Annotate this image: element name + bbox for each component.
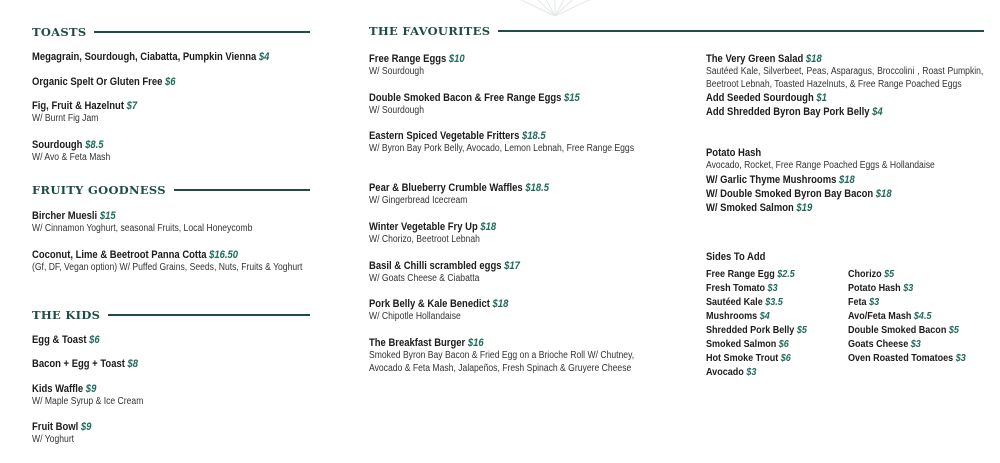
menu-item: The Breakfast Burger $16 Smoked Byron Bay Bacon & Fried Egg on a Brioche Roll W/ Chutney, Avocado & Feta Mash, Jalapeños, Fresh Spinach & Gruyere Cheese: [369, 337, 635, 374]
divider: [94, 31, 310, 33]
side-item: Potato Hash $3: [848, 282, 914, 294]
fruity-goodness-heading: FRUITY GOODNESS: [32, 183, 310, 197]
menu-item: Pork Belly & Kale Benedict $18 W/ Chipotle Hollandaise: [369, 298, 509, 322]
toasts-heading: TOASTS: [32, 25, 310, 39]
side-item: Hot Smoke Trout $6: [706, 352, 791, 364]
menu-item: Sourdough $8.5 W/ Avo & Feta Mash: [32, 139, 111, 163]
menu-item: Organic Spelt Or Gluten Free $6: [32, 76, 176, 88]
side-item: Sautéed Kale $3.5: [706, 296, 783, 308]
side-item: Fresh Tomato $3: [706, 282, 778, 294]
divider: [498, 30, 984, 32]
sides-heading: Sides To Add: [706, 251, 766, 263]
side-item: Avo/Feta Mash $4.5: [848, 310, 932, 322]
side-item: Free Range Egg $2.5: [706, 268, 795, 280]
menu-item: Bacon + Egg + Toast $8: [32, 358, 139, 370]
menu-item: Kids Waffle $9 W/ Maple Syrup & Ice Cream: [32, 383, 144, 407]
menu-item: Basil & Chilli scrambled eggs $17 W/ Goats Cheese & Ciabatta: [369, 260, 520, 284]
sunburst-decoration: [500, 0, 610, 16]
kids-heading: THE KIDS: [32, 308, 310, 322]
menu-item: Pear & Blueberry Crumble Waffles $18.5 W/ Gingerbread Icecream: [369, 182, 549, 206]
side-item: Avocado $3: [706, 366, 757, 378]
menu-item: Eastern Spiced Vegetable Fritters $18.5 W/ Byron Bay Pork Belly, Avocado, Lemon Lebnah, Free Range Eggs: [369, 130, 635, 154]
side-item: Shredded Pork Belly $5: [706, 324, 807, 336]
menu-item: Fig, Fruit & Hazelnut $7 W/ Burnt Fig Jam: [32, 100, 138, 124]
divider: [108, 314, 310, 316]
menu-item: Fruit Bowl $9 W/ Yoghurt: [32, 421, 92, 445]
menu-item: Double Smoked Bacon & Free Range Eggs $15 W/ Sourdough: [369, 92, 580, 116]
side-item: Mushrooms $4: [706, 310, 770, 322]
potato-hash-item: Potato Hash Avocado, Rocket, Free Range Poached Eggs & Hollandaise W/ Garlic Thyme Mushrooms $18 W/ Double Smoked Byron Bay Bacon $18 W/ Smoked Salmon $19: [706, 147, 935, 214]
side-item: Double Smoked Bacon $5: [848, 324, 959, 336]
menu-item: Megagrain, Sourdough, Ciabatta, Pumpkin Vienna $4: [32, 51, 270, 63]
side-item: Smoked Salmon $6: [706, 338, 789, 350]
menu-item: Egg & Toast $6: [32, 334, 100, 346]
menu-item: Coconut, Lime & Beetroot Panna Cotta $16.50 (Gf, DF, Vegan option) W/ Puffed Grains, Seeds, Nuts, Fruits & Yoghurt: [32, 249, 303, 273]
divider: [174, 189, 310, 191]
favourites-heading: THE FAVOURITES: [369, 24, 984, 38]
side-item: Chorizo $5: [848, 268, 895, 280]
side-item: Oven Roasted Tomatoes $3: [848, 352, 966, 364]
menu-item: Free Range Eggs $10 W/ Sourdough: [369, 53, 465, 77]
side-item: Feta $3: [848, 296, 880, 308]
side-item: Goats Cheese $3: [848, 338, 921, 350]
menu-item: Winter Vegetable Fry Up $18 W/ Chorizo, Beetroot Lebnah: [369, 221, 497, 245]
green-salad-item: The Very Green Salad $18 Sautéed Kale, Silverbeet, Peas, Asparagus, Broccolini , Roast Pumpkin, Beetroot Lebnah, Toasted Hazelnuts, & Free Range Poached Eggs Add Seeded Sourdough $1 Add Shredded Byron Bay Pork Belly $4: [706, 53, 984, 118]
menu-item: Bircher Muesli $15 W/ Cinnamon Yoghurt, seasonal Fruits, Local Honeycomb: [32, 210, 253, 234]
